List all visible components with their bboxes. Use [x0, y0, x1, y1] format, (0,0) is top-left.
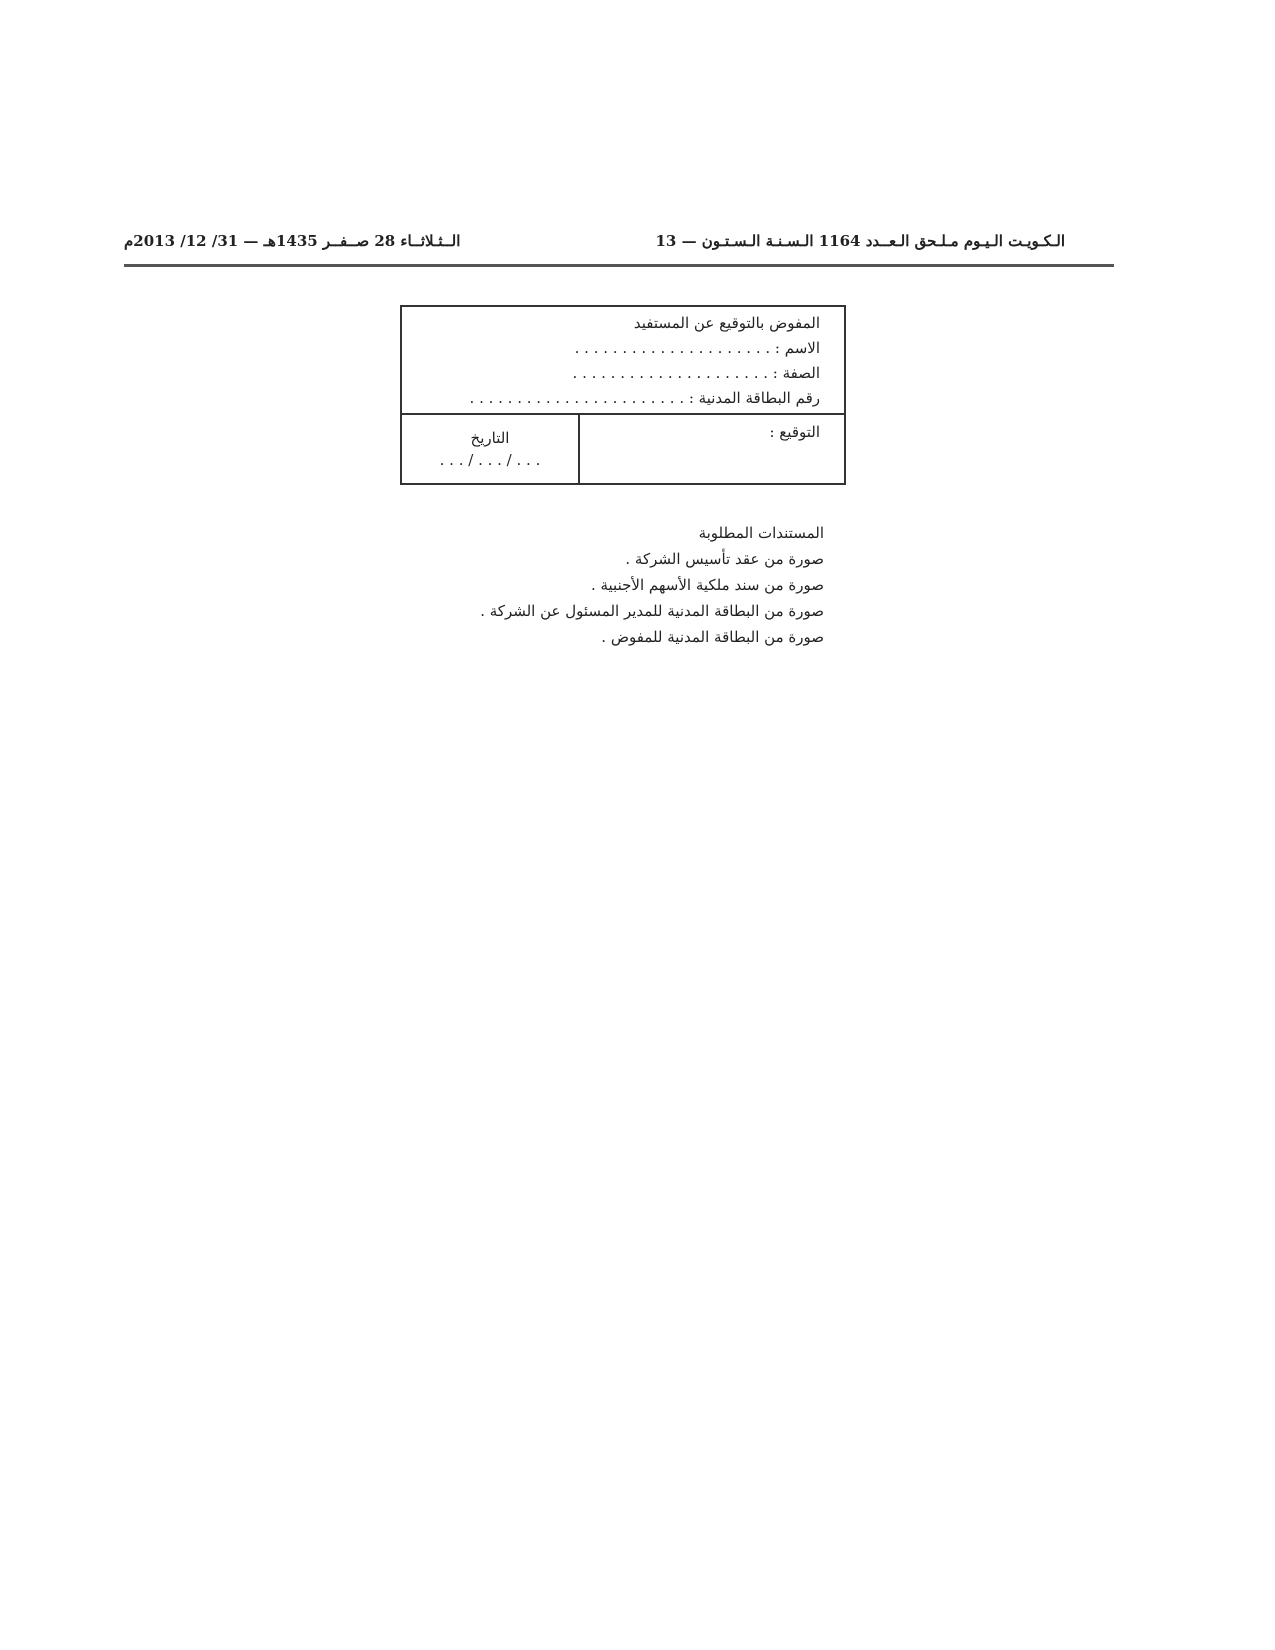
date-label: التاريخ: [470, 429, 510, 447]
list-item: صورة من البطاقة المدنية للمفوض .: [601, 628, 824, 646]
list-item: صورة من عقد تأسيس الشركة .: [625, 550, 824, 568]
form-title: المفوض بالتوقيع عن المستفيد: [633, 314, 820, 332]
required-documents-title: المستندات المطلوبة: [698, 524, 824, 542]
date-cell: [402, 415, 578, 485]
header-publication-info: الـكـويـت الـيـوم مـلـحق الـعــدد 1164 الـسـنـة الـسـتـون — 13: [655, 232, 1065, 250]
date-placeholder: . . . / . . . / . . .: [439, 451, 541, 469]
signature-cell: [578, 415, 844, 485]
signatory-details-section: [402, 307, 844, 415]
signature-label: التوقيع :: [769, 423, 820, 441]
header-date: الــثـلاثــاء 28 صــفــر 1435هـ — 31/ 12/ 2013م: [124, 232, 461, 250]
signatory-form-box: [400, 305, 846, 485]
capacity-field: الصفة : . . . . . . . . . . . . . . . . . . . . .: [572, 364, 820, 382]
list-item: صورة من سند ملكية الأسهم الأجنبية .: [590, 576, 824, 594]
header-divider: [124, 264, 1114, 267]
list-item: صورة من البطاقة المدنية للمدير المسئول عن الشركة .: [480, 602, 824, 620]
signature-date-row: [402, 415, 844, 485]
required-documents: [440, 520, 824, 650]
name-field: الاسم : . . . . . . . . . . . . . . . . . . . . .: [574, 339, 820, 357]
civil-id-field: رقم البطاقة المدنية : . . . . . . . . . . . . . . . . . . . . . . .: [469, 389, 820, 407]
